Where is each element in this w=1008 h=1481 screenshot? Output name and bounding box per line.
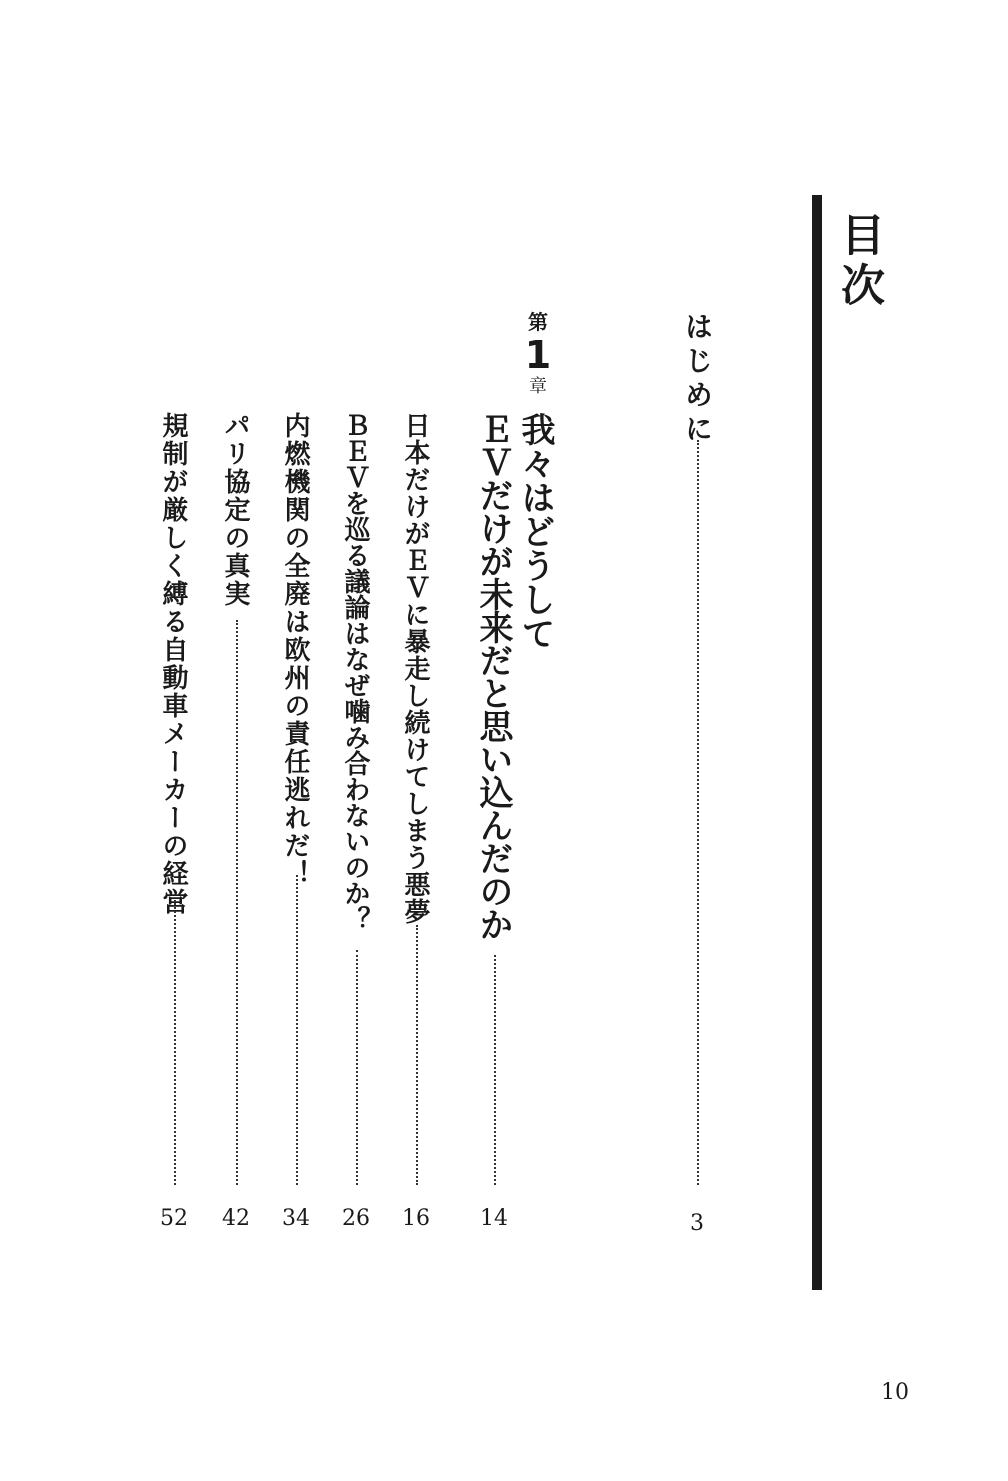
toc-entry-section[interactable]: 日本だけがＥＶに暴走し続けてしまう悪夢 (400, 412, 430, 925)
page-title: 目次 (833, 212, 884, 312)
toc-leader (236, 620, 238, 1185)
chapter-prefix: 第 (528, 310, 548, 334)
toc-entry-section[interactable]: 内燃機関の全廃は欧州の責任逃れだ！ (280, 412, 310, 888)
toc-leader (356, 950, 358, 1185)
chapter-suffix: 章 (529, 376, 547, 397)
toc-page-intro: 3 (690, 1211, 704, 1236)
toc-page-section: 16 (402, 1206, 430, 1231)
toc-entry-intro[interactable]: はじめに (681, 312, 714, 448)
toc-leader (697, 440, 699, 1185)
toc-leader (174, 900, 176, 1185)
toc-leader (416, 925, 418, 1185)
toc-entry-section[interactable]: ＢＥＶを巡る議論はなぜ噛み合わないのか？ (340, 412, 370, 932)
toc-entry-section[interactable]: 規制が厳しく縛る自動車メーカーの経営 (158, 412, 188, 916)
page-number: 10 (881, 1380, 909, 1405)
toc-leader (494, 955, 496, 1185)
toc-page-section: 52 (160, 1206, 188, 1231)
title-rule (812, 195, 822, 1290)
chapter-title-line1[interactable]: 我々はどうして (515, 412, 555, 650)
toc-page-section: 26 (342, 1206, 370, 1231)
toc-entry-section[interactable]: パリ協定の真実 (220, 412, 250, 608)
toc-page-section: 34 (282, 1206, 310, 1231)
toc-page-section: 42 (222, 1206, 250, 1231)
chapter-number: 1 (524, 333, 552, 377)
toc-page-chapter: 14 (480, 1206, 508, 1231)
chapter-title-line2[interactable]: ＥＶだけが未来だと思い込んだのか (473, 412, 513, 940)
toc-leader (296, 875, 298, 1185)
